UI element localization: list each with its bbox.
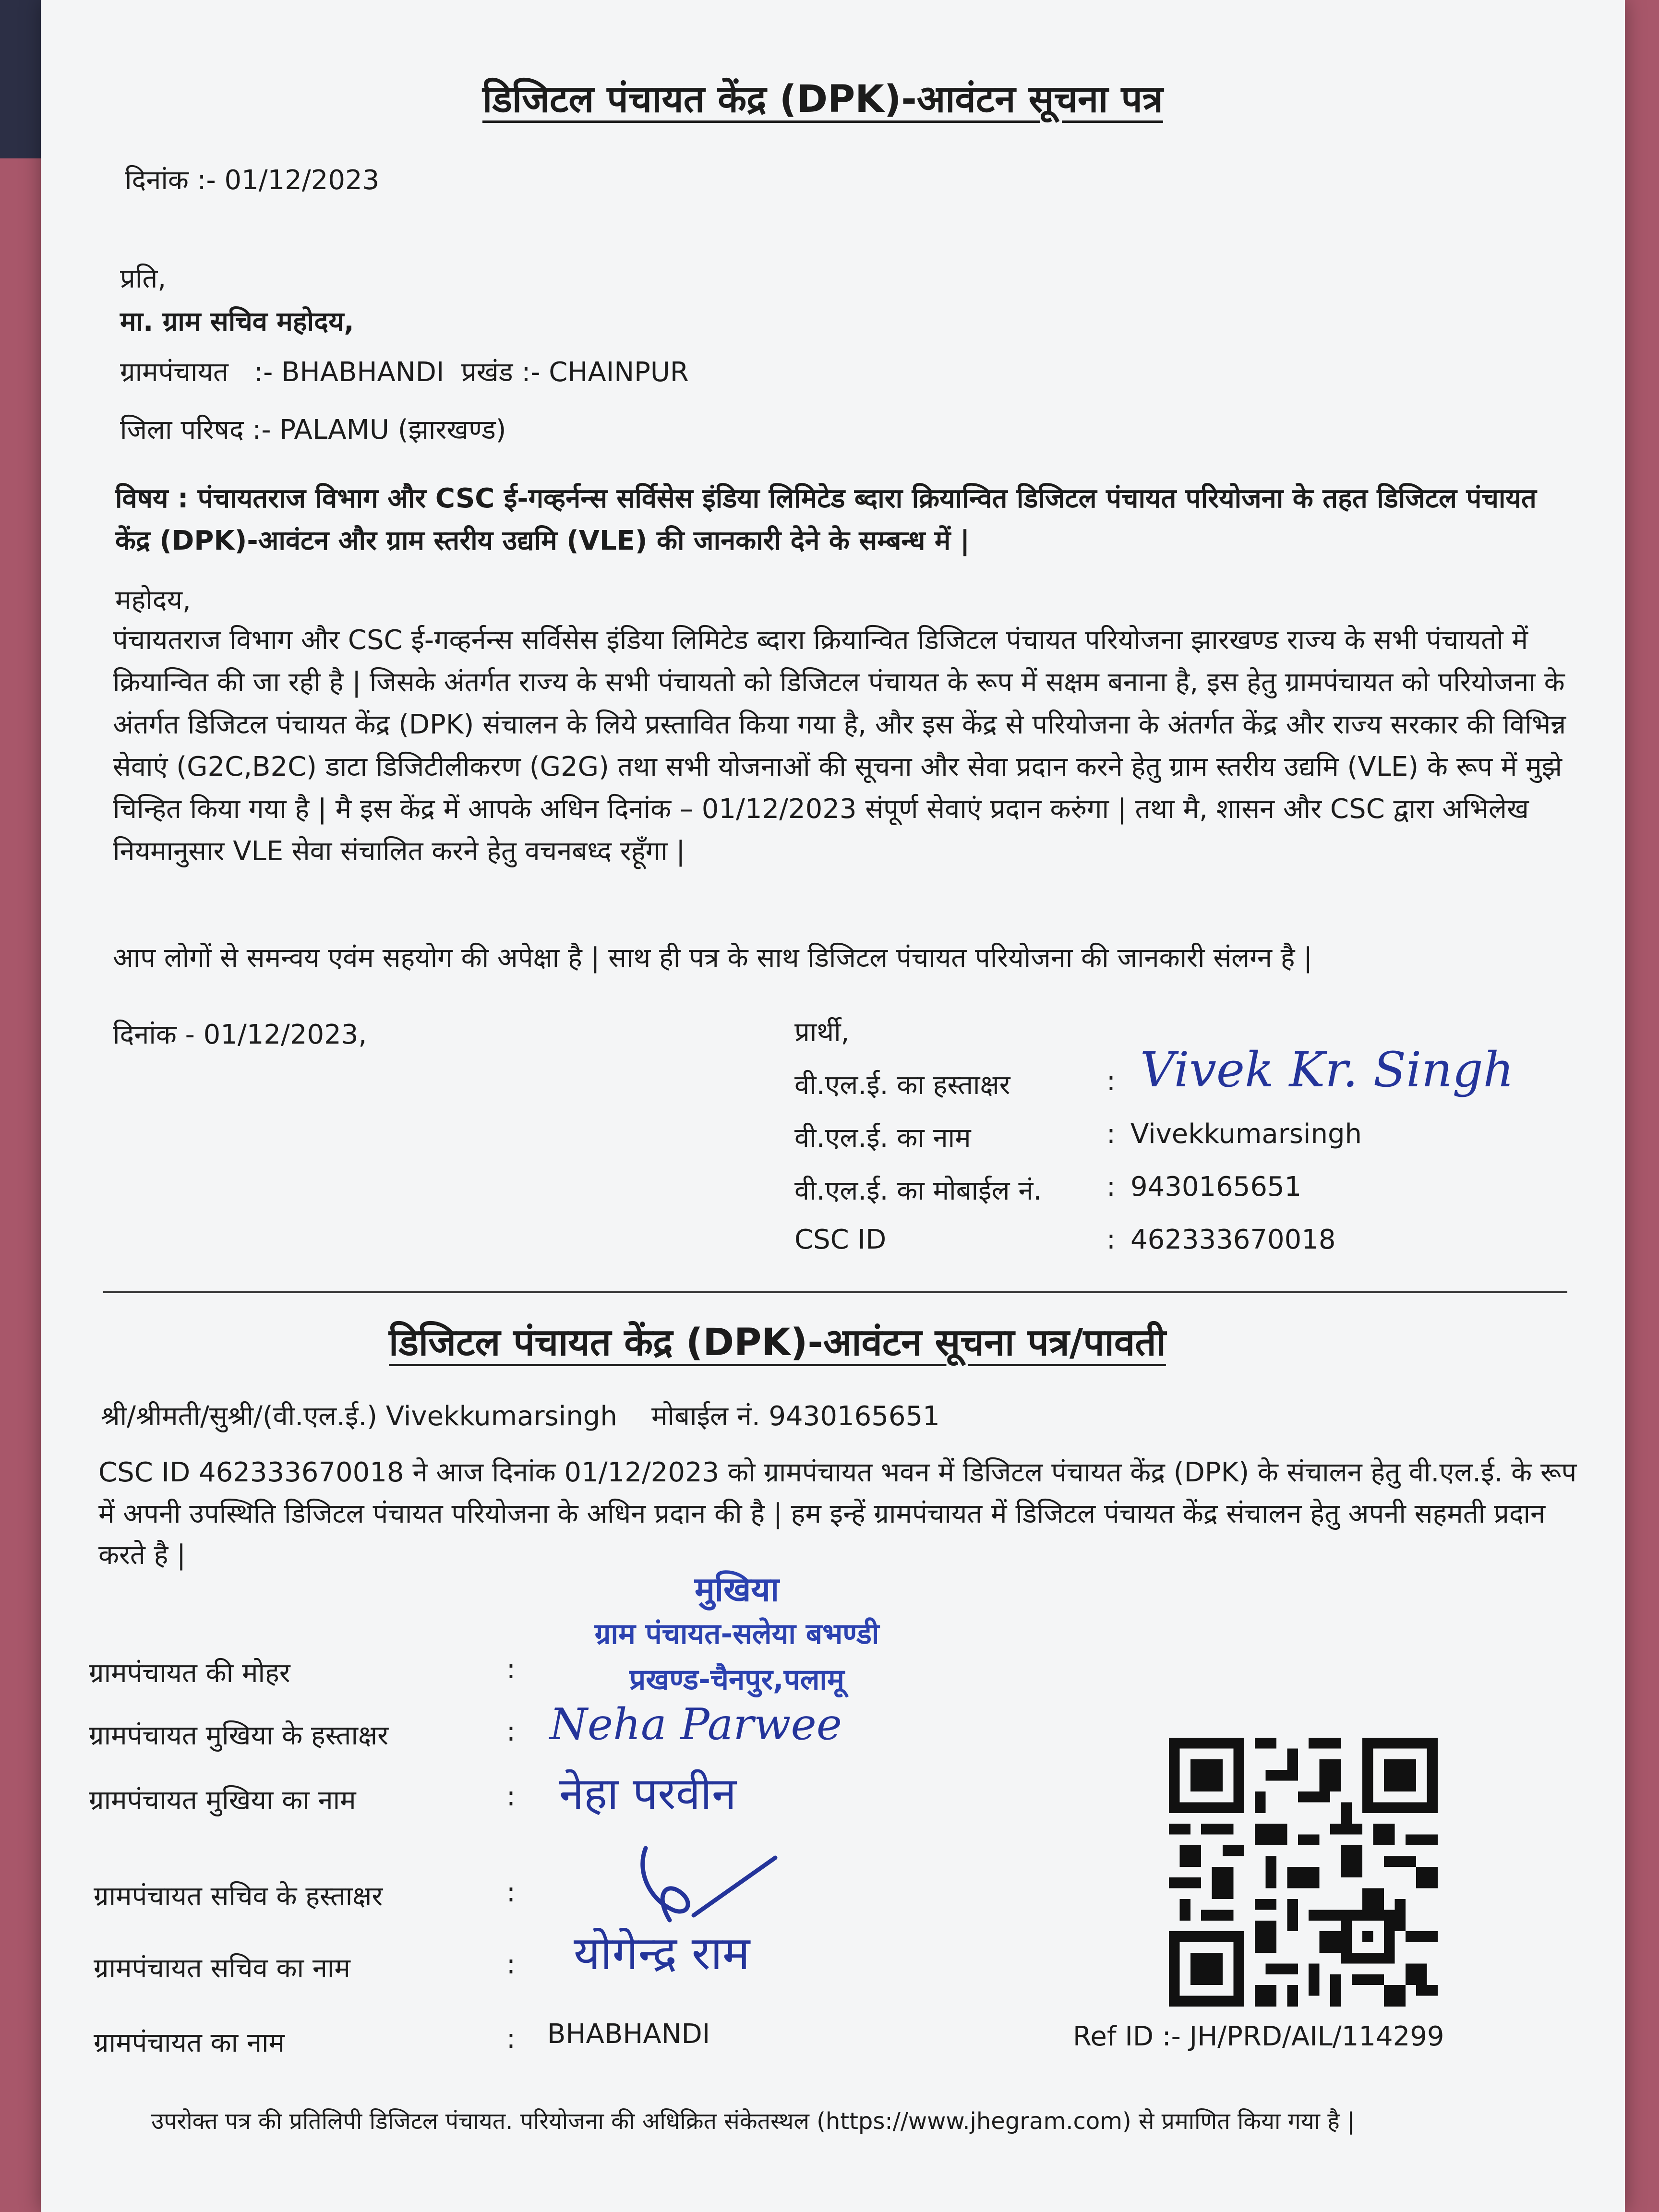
secretary-signature-label: ग्रामपंचायत सचिव के हस्ताक्षर [94, 1881, 383, 1912]
vle-mobile-label: वी.एल.ई. का मोबाईल नं. [794, 1175, 1042, 1206]
body-paragraph: पंचायतराज विभाग और CSC ई-गव्हर्नन्स सर्विसेस इंडिया लिमिटेड ब्दारा क्रियान्वित डिजिटल पंचायत परियोजना झारखण्ड राज्य के सभी पंचायतो में क्रियान्वित की जा रही है | जिसके अंतर्गत राज्य के सभी पंचायतो को डिजिटल पंचायत के रूप में सक्षम बनाना है, इस हेतु ग्रामपंचायत को परियोजना के अंतर्गत डिजिटल पंचायत केंद्र (DPK) संचालन के लिये प्रस्तावित किया गया है, और इस केंद्र से परियोजना के अंतर्गत केंद्र और राज्य सरकार की विभिन्न सेवाएं (G2C,B2C) डाटा डिजिटीलीकरण (G2G) तथा सभी योजनाओं की सूचना और सेवा प्रदान करने हेतु ग्राम स्तरीय उद्यमि (VLE) के रूप में मुझे चिन्हित किया गया है | मै इस केंद्र में आपके अधिन दिनांक – 01/12/2023 संपूर्ण सेवाएं प्रदान करुंगा | तथा मै, शासन और CSC द्वारा अभिलेख नियमानुसार VLE सेवा संचालित करने हेतु वचनबध्द रहूँगा | [113, 625, 1566, 867]
csc-id-sep: : [1106, 1224, 1116, 1255]
letter-date: दिनांक :- 01/12/2023 [125, 165, 380, 196]
csc-id-value: 462333670018 [1130, 1224, 1336, 1255]
mukhiya-name-handwritten: नेहा परवीन [559, 1768, 736, 1819]
vle-name-label: वी.एल.ई. का नाम [794, 1122, 971, 1154]
mukhiya-signature-label: ग्रामपंचायत मुखिया के हस्ताक्षर [89, 1720, 389, 1751]
cooperation-line: आप लोगों से समन्वय एवंम सहयोग की अपेक्षा है | साथ ही पत्र के साथ डिजिटल पंचायत परियोजना की जानकारी संलग्न है | [113, 942, 1313, 974]
secretary-name-handwritten: योगेन्द्र राम [574, 1926, 750, 1980]
vle-mobile-value: 9430165651 [1130, 1171, 1302, 1202]
reference-id: Ref ID :- JH/PRD/AIL/114299 [1073, 2021, 1444, 2052]
vle-signature-sep: : [1106, 1066, 1116, 1097]
stamp-line-block: प्रखण्ड-चैनपुर,पलामू [629, 1663, 844, 1696]
sign-date: दिनांक - 01/12/2023, [113, 1019, 367, 1050]
qr-code [1169, 1738, 1438, 2007]
receipt-vle-line: श्री/श्रीमती/सुश्री/(वी.एल.ई.) Vivekkumarsingh मोबाईल नं. 9430165651 [101, 1401, 940, 1432]
address-panchayat: ग्रामपंचायत :- BHABHANDI प्रखंड :- CHAINPUR [120, 357, 689, 388]
secretary-signature-sep: : [506, 1877, 516, 1908]
receipt-paragraph: CSC ID 462333670018 ने आज दिनांक 01/12/2023 को ग्रामपंचायत भवन में डिजिटल पंचायत केंद्र (DPK) के संचालन हेतु वी.एल.ई. के रूप में अपनी उपस्थिति डिजिटल पंचायत परियोजना के अधिन प्रदान की है | हम इन्हें ग्रामपंचायत में डिजिटल पंचायत केंद्र संचालन हेतु अपनी सहमती प्रदान करते है | [98, 1457, 1577, 1571]
applicant-heading: प्रार्थी, [794, 1017, 850, 1048]
panchayat-name-value: BHABHANDI [547, 2019, 710, 2050]
footer-note: उपरोक्त पत्र की प्रतिलिपी डिजिटल पंचायत. परियोजना की अधिक्रित संकेतस्थल (https://www.jhegram.com) से प्रमाणित किया गया है | [151, 2108, 1355, 2135]
address-district: जिला परिषद :- PALAMU (झारखण्ड) [120, 414, 506, 445]
secretary-name-sep: : [506, 1949, 516, 1980]
address-prati: प्रति, [120, 263, 167, 294]
mukhiya-signature: Neha Parwee [550, 1699, 842, 1750]
panchayat-seal-label: ग्रामपंचायत की मोहर [89, 1658, 290, 1689]
csc-id-label: CSC ID [794, 1224, 887, 1255]
letter-title: डिजिटल पंचायत केंद्र (DPK)-आवंटन सूचना पत्र [482, 78, 1163, 121]
mukhiya-name-label: ग्रामपंचायत मुखिया का नाम [89, 1785, 356, 1816]
vle-name-value: Vivekkumarsingh [1130, 1118, 1362, 1150]
salutation: महोदय, [115, 585, 191, 616]
receipt-title: डिजिटल पंचायत केंद्र (DPK)-आवंटन सूचना पत्र/पावती [389, 1321, 1166, 1364]
vle-signature-label: वी.एल.ई. का हस्ताक्षर [794, 1070, 1010, 1101]
mukhiya-name-sep: : [506, 1781, 516, 1812]
panchayat-name-sep: : [506, 2023, 516, 2055]
vle-signature: Vivek Kr. Singh [1140, 1042, 1514, 1098]
vle-name-sep: : [1106, 1118, 1116, 1150]
secretary-name-label: ग्रामपंचायत सचिव का नाम [94, 1953, 350, 1984]
panchayat-name-label: ग्रामपंचायत का नाम [94, 2027, 285, 2058]
address-recipient: मा. ग्राम सचिव महोदय, [120, 306, 354, 337]
letter-page [41, 0, 1625, 2212]
subject-line: विषय : पंचायतराज विभाग और CSC ई-गव्हर्नन्स सर्विसेस इंडिया लिमिटेड ब्दारा क्रियान्वित डिजिटल पंचायत परियोजना के तहत डिजिटल पंचायत केंद्र (DPK)-आवंटन और ग्राम स्तरीय उद्यमि (VLE) की जानकारी देने के सम्बन्ध में | [115, 483, 1537, 556]
vle-mobile-sep: : [1106, 1171, 1116, 1202]
mukhiya-signature-sep: : [506, 1716, 516, 1747]
panchayat-seal-sep: : [506, 1654, 516, 1685]
stamp-title: मुखिया [695, 1570, 779, 1609]
stamp-line-panchayat: ग्राम पंचायत-सलेया बभण्डी [594, 1617, 879, 1651]
section-divider [103, 1291, 1567, 1293]
